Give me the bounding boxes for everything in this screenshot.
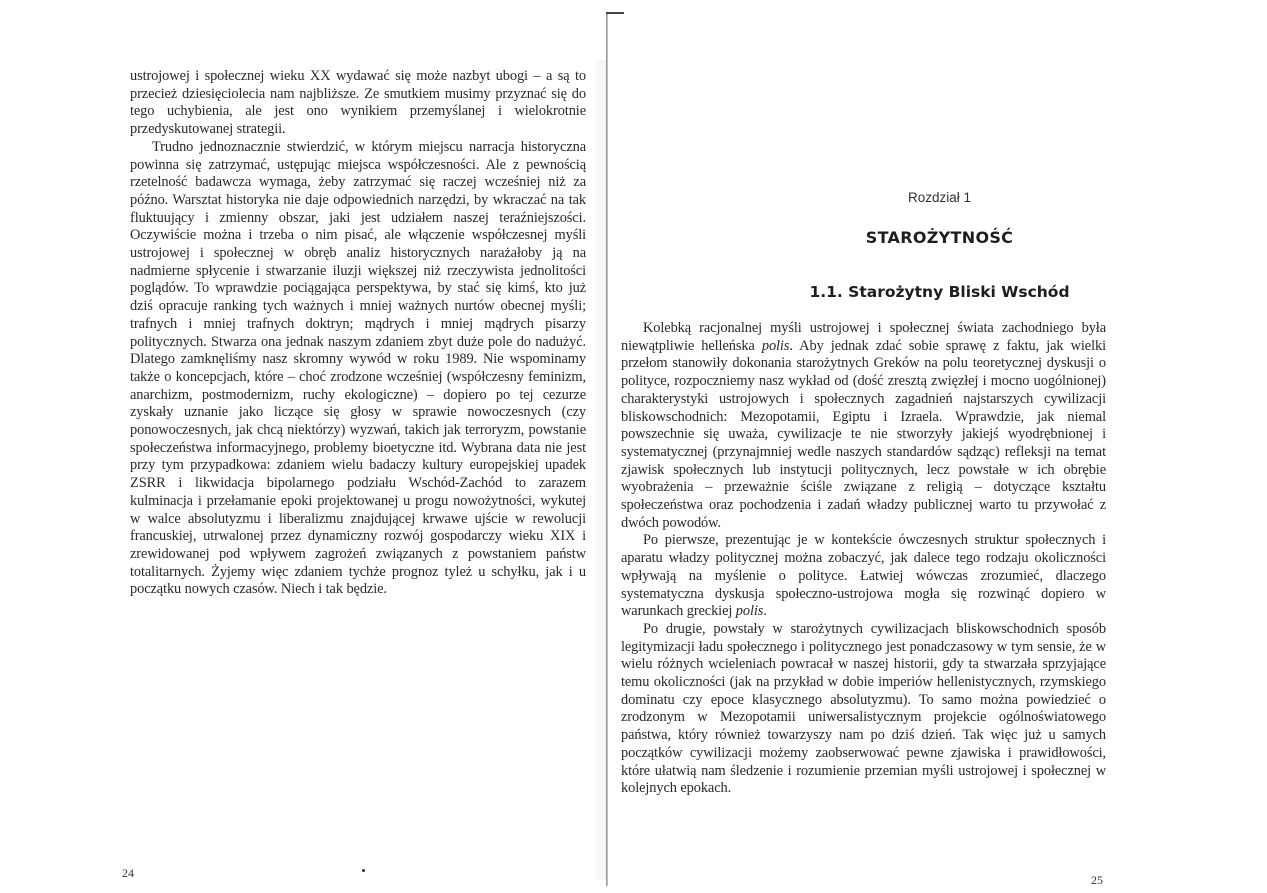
chapter-title: STAROŻYTNOŚĆ — [865, 228, 1014, 247]
right-paragraph-3: Po drugie, powstały w starożytnych cywilizacjach bliskowschodnich sposób legitymizacji ładu społecznego i politycznego jest ponadczasowy w tym sensie, że w wielu różnych wcieleniach powracał w naszej historii, gdy ta stwarzała sprzyjające temu okoliczności (jak na przykład w dobie imperiów hellenistycznych, rzymskiego dominatu czy epoce klasycznego absolutyzmu). To samo można powiedzieć o zrodzonym w Mezopotamii uniwersalistycznym projekcie ogólnoświatowego państwa, który również towarzyszy nam po dziś dzień. Tak więc już u samych początków cywilizacji możemy zaobserwować pewne zjawiska i prawidłowości, które ułatwią nam śledzenie i rozumienie przemian myśli ustrojowej i społecznej w kolejnych epokach. — [621, 620, 1106, 797]
book-spine — [606, 14, 608, 886]
spine-shadow — [592, 60, 606, 880]
page-speck — [362, 869, 365, 872]
left-paragraph-2: Trudno jednoznacznie stwierdzić, w którym miejscu narracja historyczna powinna się zatrzymać, ustępując miejsca współczesności. Ale z pewnością rzetelność badawcza wymaga, żeby zatrzymać się raczej wcześniej niż za późno. Warsztat historyka nie daje odpowiednich narzędzi, by wkraczać na tak fluktuujący i zmienny obszar, jaki jest udziałem naszej teraźniejszości. Oczywiście można i trzeba o nim pisać, ale włączenie współczesnej myśli ustrojowej i społecznej w obręb analiz historycznych narażałoby ją na nadmierne spłycenie i stwarzanie iluzji większej niż rzeczywista jednolitości poglądów. To wprawdzie pociągająca perspektywa, by stać się kimś, kto już dziś opracuje ranking tych ważnych i mniej ważnych nurtów obecnej myśli; trafnych i mniej trafnych doktryn; mądrych i mniej mądrych pisarzy politycznych. Stwarza ona jednak naszym zdaniem zbyt duże pole do nadużyć. Dlatego zamknęliśmy nasz skromny wywód w roku 1989. Nie wspominamy także o koncepcjach, które – choć zrodzone wcześniej (współczesny feminizm, anarchizm, postmodernizm, ruchy ekologiczne) – dopiero po tej cezurze zyskały uznanie jako liczące się głosy w sprawie nowoczesnych (czy ponowoczesnych, jak chcą niektórzy) wyzwań, takich jak terroryzm, powstanie społeczeństwa informacyjnego, problemy bioetyczne itd. Wybrana data nie jest przy tym przypadkowa: zdaniem wielu badaczy kultury europejskiej upadek ZSRR i likwidacja bipolarnego podziału Wschód-Zachód to zarazem kulminacja i przełamanie epoki projektowanej u progu nowożytności, wykutej w walce absolutyzmu i liberalizmu znajdującej krwawe ujście w rewolucji francuskiej, utrwalonej przez dynamiczny rozwój gospodarczy wieku XIX i zrewidowanej pod wpływem zagrożeń związanych z powstaniem państw totalitarnych. Żyjemy więc zdaniem tychże prognoz tyleż u schyłku, jak i u początku nowych czasów. Niech i tak będzie. — [130, 138, 586, 598]
left-body-text — [130, 68, 586, 599]
section-title: 1.1. Starożytny Bliski Wschód — [809, 283, 1070, 301]
page-number-left: 24 — [122, 866, 134, 880]
right-page — [612, 0, 1267, 893]
chapter-label: Rozdział 1 — [907, 190, 972, 205]
right-paragraph-1: Kolebką racjonalnej myśli ustrojowej i społecznej świata zachodniego była niewątpliwie helleńska polis. Aby jednak zdać sobie sprawę z faktu, jak wielki przełom stanowiły dokonania starożytnych Greków na polu teoretycznej dyskusji o polityce, rozpoczniemy nasz wykład od (dość zresztą zwięzłej i mocno uogólnionej) charakterystyki ustrojowych i społecznych zagadnień najstarszych cywilizacji bliskowschodnich: Mezopotamii, Egiptu i Izraela. Wprawdzie, jak niemal powszechnie się uważa, cywilizacje te nie stworzyły jakiejś wyodrębnionej i systematycznej (przynajmniej wedle naszych standardów sądząc) refleksji na temat zjawisk społecznych lub instytucji politycznych, lecz powstałe w ich obrębie wyobrażenia – przeważnie ściśle związane z religią – dotyczące kształtu społeczeństwa oraz pochodzenia i zadań władzy publicznej warto tu przywołać z dwóch powodów. — [621, 320, 1106, 531]
left-paragraph-1: ustrojowej i społecznej wieku XX wydawać się może nazbyt ubogi – a są to przecież dziesięciolecia nam najbliższe. Ze smutkiem musimy przyznać się do tego uchybienia, ale jest ono wynikiem przemyślanej i wielokrotnie przedyskutowanej strategii. — [130, 68, 586, 138]
left-page — [0, 0, 605, 893]
right-body-text — [621, 320, 1106, 798]
right-paragraph-2: Po pierwsze, prezentując je w kontekście ówczesnych struktur społecznych i aparatu władzy politycznej można zobaczyć, jak dalece tego rodzaju okoliczności wpływają na myślenie o polityce. Łatwiej wówczas zrozumieć, dlaczego systematyczna dyskusja społeczno-ustrojowa mogła się rozwinąć dopiero w warunkach greckiej polis. — [621, 532, 1106, 620]
page-number-right: 25 — [1091, 873, 1103, 887]
